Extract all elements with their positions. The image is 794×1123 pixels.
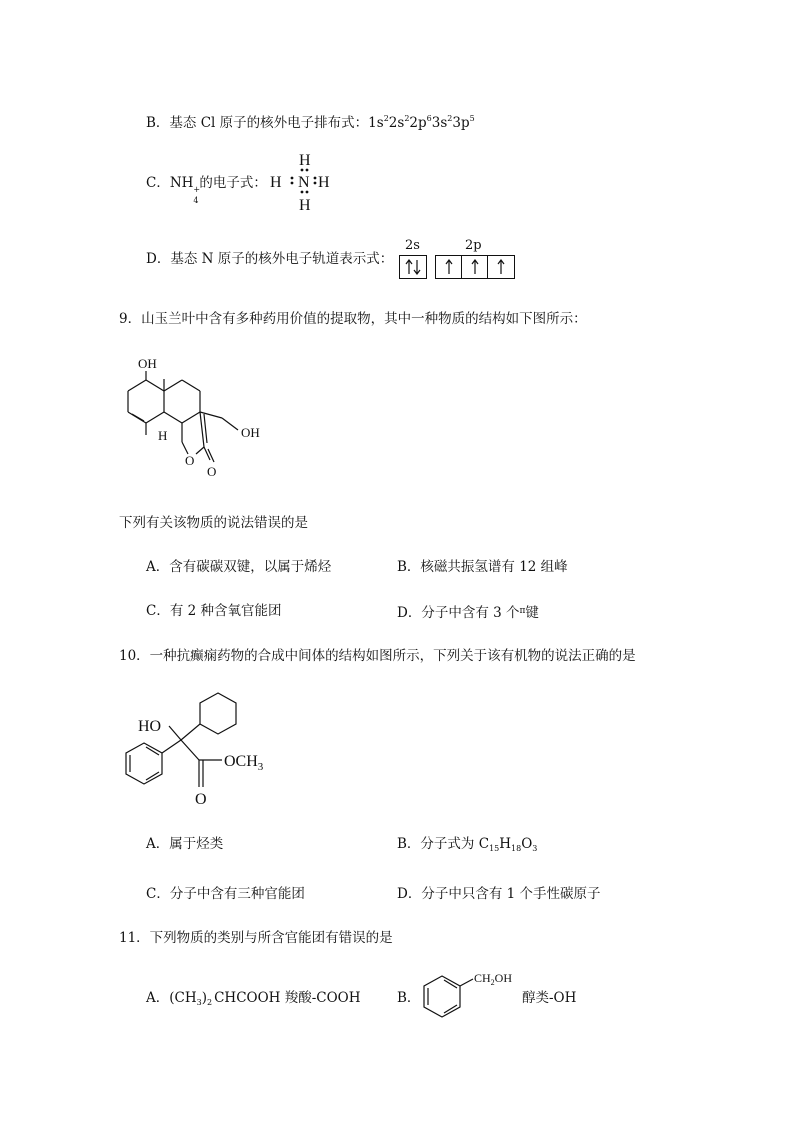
molecular-formula [479,836,538,852]
ammonium-electron-dot-structure [268,150,338,216]
q10-option-b: B．分子式为 $C_{15}H_{18}O_3$ [397,836,538,853]
config-term: 3p [452,115,470,131]
label-h: H [158,428,168,443]
q11-option-b-text: 醇类-OH [522,990,577,1006]
orbital-box-2p [435,255,515,279]
atom-h-left: H [270,174,282,191]
up-arrow-icon [462,256,487,278]
paired-arrows-icon [400,256,426,278]
orbital-2p-cell [488,256,514,278]
formula-element: H [499,836,512,852]
config-term-exponent: 2 [447,114,453,123]
orbital-label-2p: 2p [465,238,482,253]
config-term: 2s [388,115,405,131]
formula-count: 18 [511,844,522,853]
q9-option-c: C．有 2 种含氧官能团 [146,603,282,619]
orbital-2p-cell [436,256,462,278]
orbital-label-2s: 2s [405,238,420,253]
q11-option-b-label: B． [397,990,421,1006]
q9-option-a: A．含有碳碳双键，以属于烯烃 [146,559,332,575]
label-och3: $OCH_3$ [224,753,264,773]
atom-n-center: N [298,174,310,191]
q11-benzyl-alcohol-structure [418,966,528,1024]
label-o-carbonyl: O [207,464,217,479]
label-ho: HO [138,718,162,735]
label-o-ring: O [185,453,195,468]
q9-option-b: B．核磁共振氢谱有 12 组峰 [397,559,568,575]
atom-h-bottom: H [299,197,311,214]
q9-molecule-structure [110,350,280,485]
atom-h-top: H [299,152,311,169]
atom-h-right: H [318,174,330,191]
up-arrow-icon [436,256,461,278]
q8-option-b [146,110,475,132]
config-term: 3s [431,115,448,131]
orbital-2p-cell [462,256,488,278]
q9-stem: 9．山玉兰叶中含有多种药用价值的提取物，其中一种物质的结构如下图所示： [119,311,587,327]
config-term-exponent: 2 [404,114,410,123]
q10-option-a: A．属于烃类 [146,836,224,852]
config-term: 1s [368,115,384,131]
config-term-exponent: 2 [383,114,389,123]
q10-stem: 10．一种抗癫痫药物的合成中间体的结构如图所示，下列关于该有机物的说法正确的是 [119,648,636,664]
label-o: O [195,791,207,808]
formula-element: O [521,836,533,852]
q9-option-d: D．分子中含有 3 个$^\pi$键 [397,605,539,621]
q11-option-a: A．$(CH_3)_2$ CHCOOH 羧酸-COOH [146,990,361,1007]
q9-question: 下列有关该物质的说法错误的是 [119,515,308,531]
q10-option-d: D．分子中只含有 1 个手性碳原子 [397,886,601,902]
q8-option-d: D．基态 N 原子的核外电子轨道表示式： [146,251,394,267]
q11-stem: 11．下列物质的类别与所含官能团有错误的是 [119,930,393,946]
q10-option-c: C．分子中含有三种官能团 [146,886,305,902]
label-ch2oh: $CH_2OH$ [474,971,513,987]
up-arrow-icon [488,256,514,278]
config-term: 2p [409,115,427,131]
electron-configuration [368,115,475,131]
config-term-exponent: 5 [469,114,475,123]
config-term-exponent: 6 [426,114,432,123]
orbital-box-2s [399,255,427,279]
label-oh-side: OH [241,425,260,440]
label-oh-top: OH [138,356,157,371]
q8-option-b-text: B．基态 Cl 原子的核外电子排布式： [146,115,369,131]
formula-count: 3 [532,844,538,853]
formula-count: 15 [489,844,500,853]
formula-element: C [478,836,490,852]
q8-option-c: C．NH + 4 的电子式： [146,175,267,205]
q10-molecule-structure [115,688,290,813]
